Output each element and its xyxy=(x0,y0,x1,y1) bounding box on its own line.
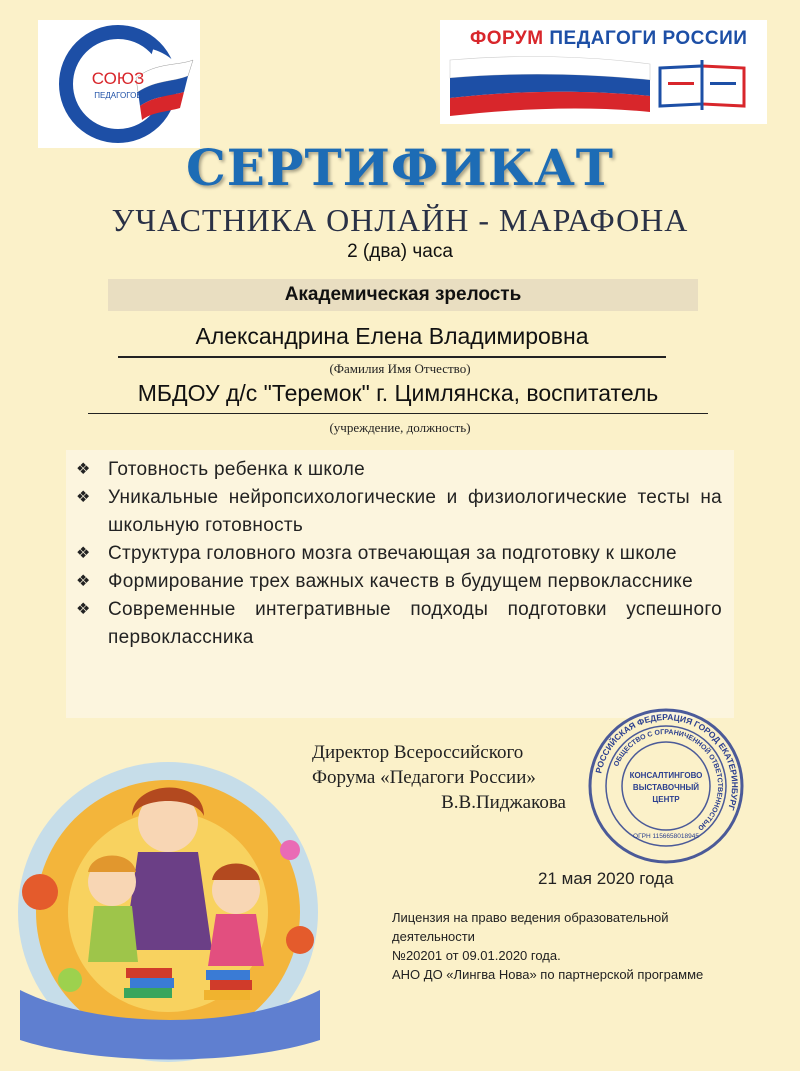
flag-book-graphic xyxy=(440,20,767,124)
topic-item: ❖ Современные интегративные подходы подготовки успешного первоклассника xyxy=(66,596,734,652)
topic-item: ❖ Структура головного мозга отвечающая за подготовку к школе xyxy=(66,540,734,568)
director-name: В.В.Пиджакова xyxy=(441,792,566,813)
issue-date: 21 мая 2020 года xyxy=(538,869,674,888)
marathon-topic: Академическая зрелость xyxy=(108,279,698,311)
participant-organization: МБДОУ д/с "Теремок" г. Цимлянска, воспитатель xyxy=(88,380,708,414)
diamond-bullet-icon: ❖ xyxy=(76,601,91,618)
forum-logo-part2: ПЕДАГОГИ РОССИИ xyxy=(549,28,748,49)
director-title-line2: Форума «Педагоги России» xyxy=(312,767,536,788)
soyuz-pedagogov-logo xyxy=(38,20,200,148)
forum-pedagogi-rossii-logo xyxy=(440,20,767,124)
topic-item: ❖ Формирование трех важных качеств в будущем первокласснике xyxy=(66,568,734,596)
stamp-outer-text: РОССИЙСКАЯ ФЕДЕРАЦИЯ ГОРОД ЕКАТЕРИНБУРГ xyxy=(593,711,741,812)
participant-name: Александрина Елена Владимировна xyxy=(118,323,666,358)
stamp-inner-text: ОБЩЕСТВО С ОГРАНИЧЕННОЙ ОТВЕТСТВЕННОСТЬЮ xyxy=(613,728,724,832)
diamond-bullet-icon: ❖ xyxy=(76,545,91,562)
diamond-bullet-icon: ❖ xyxy=(76,461,91,478)
stamp-center-line2: ВЫСТАВОЧНЫЙ xyxy=(632,783,700,792)
certificate-title: СЕРТИФИКАТ xyxy=(185,138,615,197)
organization-caption: (учреждение, должность) xyxy=(329,420,471,435)
stamp-center-line1: КОНСАЛТИНГОВО xyxy=(629,771,703,780)
director-title-line1: Директор Всероссийского xyxy=(312,742,524,763)
license-line2: деятельности xyxy=(392,929,475,944)
diamond-bullet-icon: ❖ xyxy=(76,489,91,506)
stamp-number: ОГРН 1156658018945 xyxy=(633,833,699,840)
illustration-graphic xyxy=(0,740,335,1066)
stamp-center-line3: ЦЕНТР xyxy=(652,795,680,804)
certificate-hours: 2 (два) часа xyxy=(347,241,453,262)
official-stamp xyxy=(586,706,746,866)
logo-soyuz-text: СОЮЗ xyxy=(91,69,145,88)
children-teacher-illustration xyxy=(0,740,335,1066)
forum-logo-part1: ФОРУМ xyxy=(470,28,544,49)
license-info xyxy=(392,908,782,984)
diamond-bullet-icon: ❖ xyxy=(76,573,91,590)
topic-item: ❖ Уникальные нейропсихологические и физиологические тесты на школьную готовность xyxy=(66,484,734,540)
topics-list xyxy=(66,450,734,652)
certificate-subtitle: УЧАСТНИКА ОНЛАЙН - МАРАФОНА xyxy=(111,202,689,238)
director-signature xyxy=(312,740,572,815)
license-line4: АНО ДО «Лингва Нова» по партнерской программе xyxy=(392,967,704,982)
license-line1: Лицензия на право ведения образовательной xyxy=(392,910,669,925)
topic-item: ❖ Готовность ребенка к школе xyxy=(66,456,734,484)
soyuz-logo-graphic xyxy=(38,20,200,148)
license-line3: №20201 от 09.01.2020 года. xyxy=(392,948,561,963)
topics-box xyxy=(66,450,734,718)
name-caption: (Фамилия Имя Отчество) xyxy=(329,361,471,376)
logo-pedagogov-text: ПЕДАГОГОВ xyxy=(94,91,142,100)
